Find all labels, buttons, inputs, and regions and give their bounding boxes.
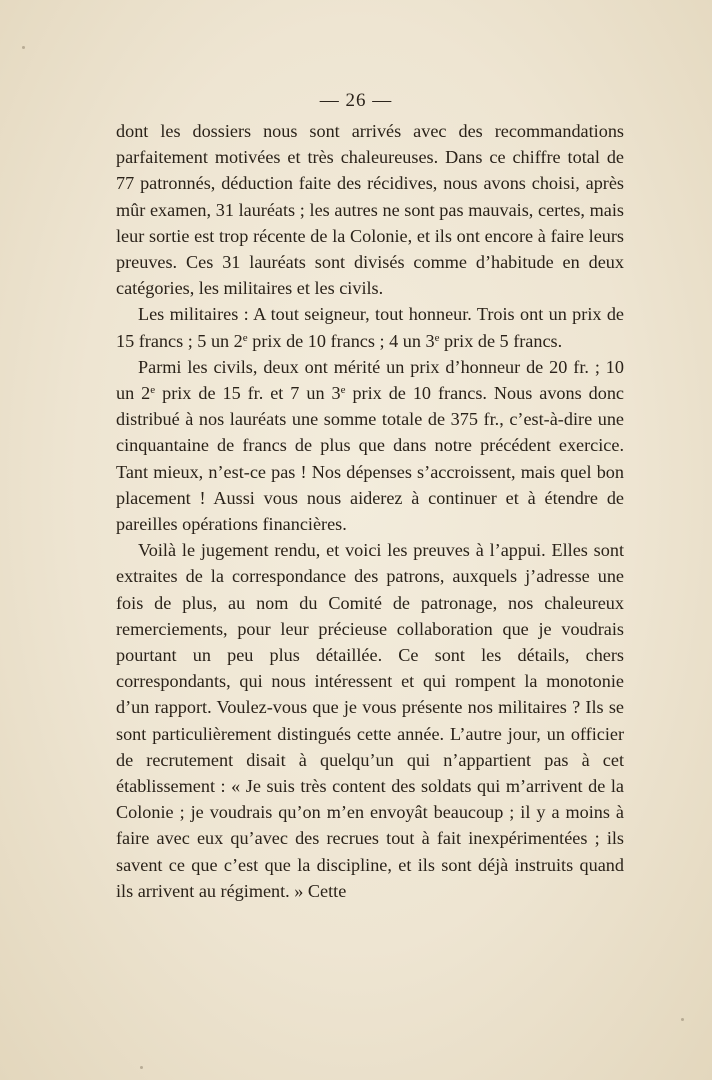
paragraph-militaires	[116, 301, 624, 353]
page-number: — 26 —	[319, 90, 393, 111]
paragraph-dossiers: dont les dossiers nous sont arrivés avec des recommandations parfaitement motivées et très chaleureuses. Dans ce chiffre total de 77 patronnés, déduction faite des récidives, nous avons choisi, après mûr examen, 31 lauréats ; les autres ne sont pas mauvais, certes, mais leur sortie est trop récente de la Colonie, et ils ont encore à faire leurs preuves. Ces 31 lauréats sont divisés comme d’habitude en deux catégories, les militaires et les civils.	[116, 121, 624, 299]
paragraph-jugement: Voilà le jugement rendu, et voici les preuves à l’appui. Elles sont extraites de la correspondance des patrons, auxquels j’adresse une fois de plus, au nom du Comité de patronage, nos chaleureux remerciements, pour leur précieuse collaboration que je voudrais pourtant un peu plus détaillée. Ce sont les détails, chers correspondants, qui nous intéressent et qui rompent la monotonie d’un rapport. Voulez-vous que je vous présente nos militaires ? Ils se sont particulièrement distingués cette année. L’autre jour, un officier de recrutement disait à quelqu’un qui n’appartient pas à cet établissement : « Je suis très content des soldats qui m’arrivent de la Colonie ; je voudrais qu’on m’en envoyât beaucoup ; il y a moins à faire avec eux qu’avec des recrues tout à fait inexpérimentées ; ils savent ce que c’est que la discipline, et ils sont déjà instruits quand ils arrivent au régiment. » Cette	[116, 540, 624, 901]
page-body	[116, 118, 624, 904]
superscript: e	[434, 331, 440, 344]
superscript: e	[242, 331, 248, 344]
text-segment: prix de 10 francs. Nous avons donc distribué à nos lauréats une somme totale de 375 fr., c’est-à-dire une cinquantaine de francs de plus que dans notre précédent exercice. Tant mieux, n’est-ce pas ! Nos dépenses s’accroissent, mais quel bon placement ! Aussi vous nous aiderez à continuer et à étendre de pareilles opérations financières.	[116, 383, 625, 535]
text-segment: prix de 10 francs ; 4 un 3	[247, 330, 435, 351]
text-segment: Les militaires : A tout seigneur, tout honneur. Trois ont un prix de 15 francs ; 5 un 2	[116, 304, 624, 351]
text-segment: prix de 15 fr. et 7 un 3	[155, 383, 341, 404]
paper-speck	[681, 1018, 684, 1021]
paper-speck	[22, 46, 25, 49]
paper-speck	[140, 1066, 143, 1069]
text-segment: prix de 5 francs.	[439, 330, 563, 351]
paragraph-civils	[116, 354, 624, 537]
superscript: e	[150, 384, 156, 397]
superscript: e	[340, 384, 346, 397]
text-segment: Parmi les civils, deux ont mérité un prix d’honneur de 20 fr. ; 10 un 2	[116, 356, 624, 404]
